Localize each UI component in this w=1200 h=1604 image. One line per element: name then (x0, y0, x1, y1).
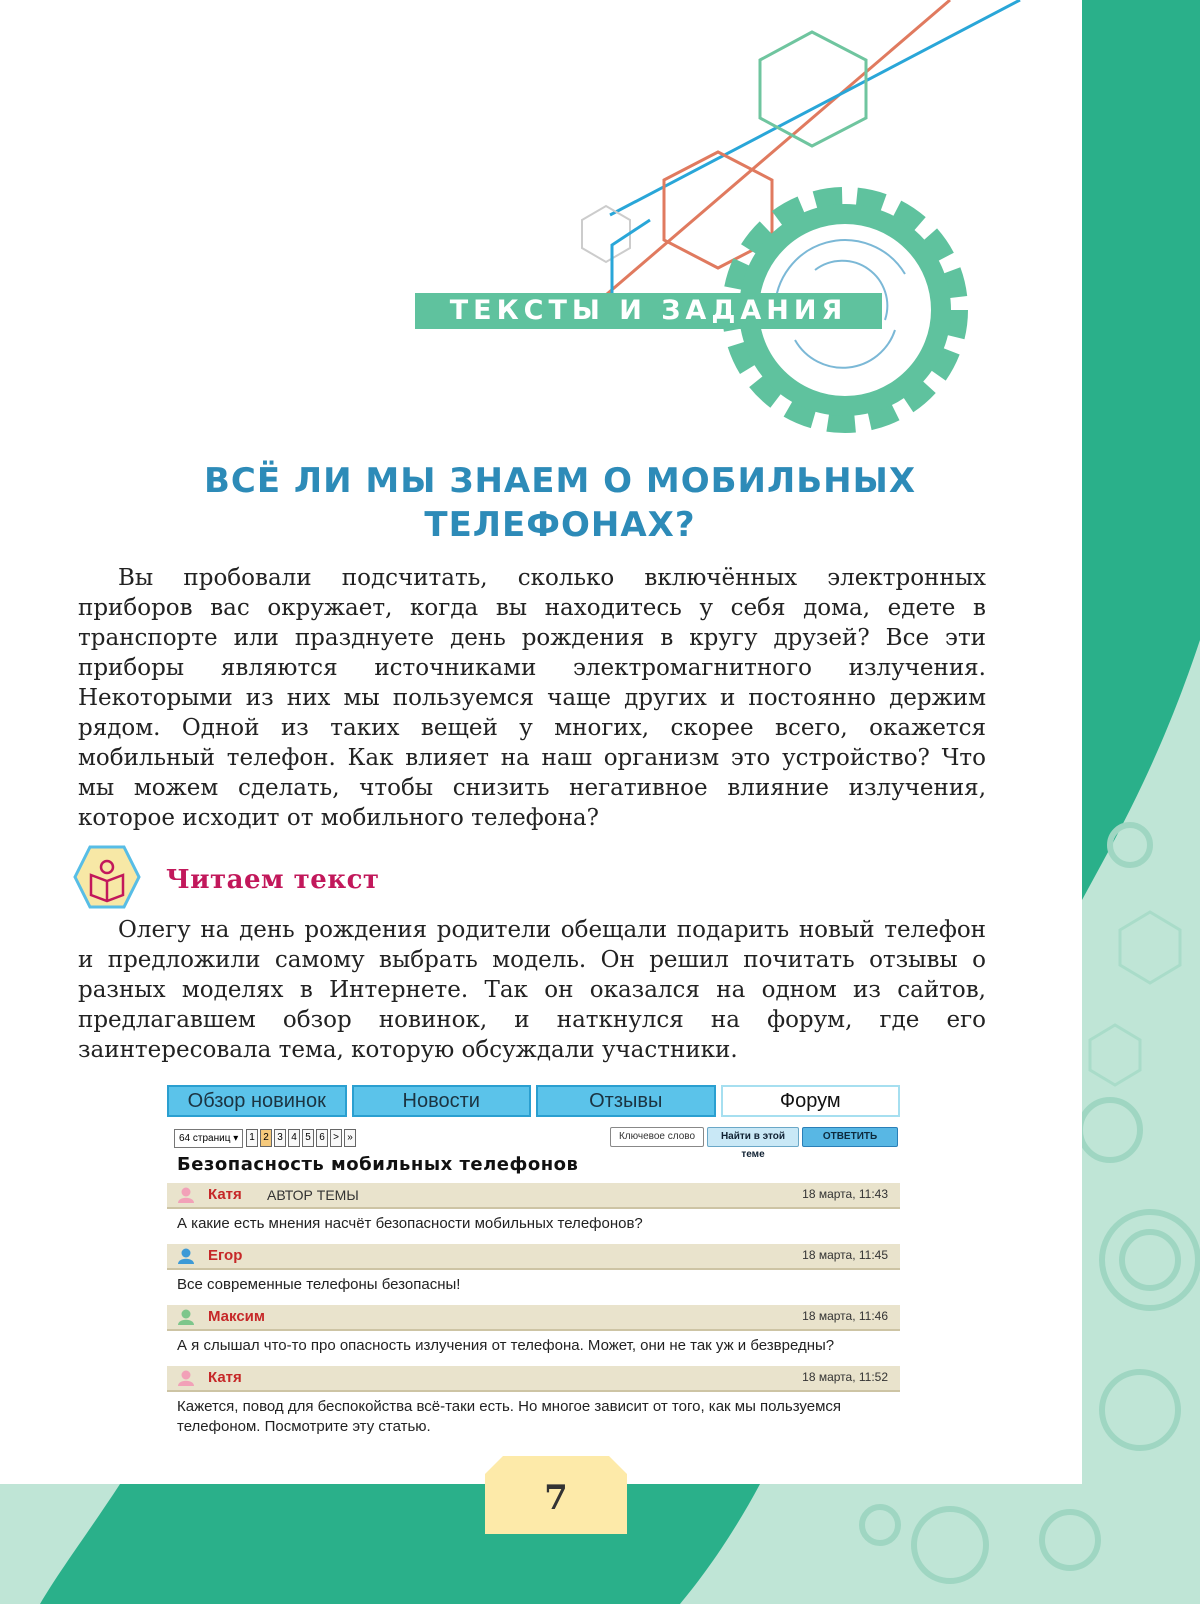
post-text: А какие есть мнения насчёт безопасности мобильных телефонов? (167, 1209, 900, 1238)
forum-post (167, 1244, 900, 1299)
page-title (60, 459, 1060, 547)
post-header (167, 1366, 900, 1392)
page-next[interactable]: > (330, 1129, 342, 1147)
gear-decoration (0, 0, 1082, 460)
pages-select[interactable]: 64 страниц ▾ (174, 1129, 243, 1148)
user-avatar-icon (177, 1248, 195, 1264)
reading-book-icon (73, 845, 141, 909)
post-date: 18 марта, 11:46 (802, 1309, 888, 1323)
keyword-input[interactable]: Ключевое слово (610, 1127, 704, 1147)
post-date: 18 марта, 11:45 (802, 1248, 888, 1262)
forum-screenshot (167, 1085, 900, 1441)
forum-post (167, 1305, 900, 1360)
section-label: ТЕКСТЫ И ЗАДАНИЯ (415, 293, 882, 329)
user-avatar-icon (177, 1187, 195, 1203)
forum-pager (167, 1127, 900, 1160)
forum-post (167, 1183, 900, 1238)
post-author-role: АВТОР ТЕМЫ (267, 1187, 359, 1203)
page-link-3[interactable]: 3 (274, 1129, 286, 1147)
post-header (167, 1244, 900, 1270)
post-header (167, 1183, 900, 1209)
forum-post (167, 1366, 900, 1441)
find-in-topic-button[interactable]: Найти в этой теме (707, 1127, 799, 1147)
page-number: 7 (544, 1478, 568, 1518)
intro-paragraph (78, 563, 986, 833)
page-link-6[interactable]: 6 (316, 1129, 328, 1147)
post-date: 18 марта, 11:43 (802, 1187, 888, 1201)
tab-news[interactable]: Новости (352, 1085, 532, 1117)
title-line-2: ТЕЛЕФОНАХ? (424, 505, 696, 545)
post-author[interactable]: Егор (208, 1247, 243, 1264)
reading-heading: Читаем текст (166, 865, 380, 895)
reading-paragraph-text: Олегу на день рождения родители обещали подарить новый телефон и предложили самому выбрать модель. Он решил почитать отзывы о разных моделях в Интернете. Так он оказался на одном из сайтов, предлагавшем обзор новинок, и наткнулся на форум, где его заинтересовала тема, которую обсуждали участники. (78, 917, 986, 1063)
title-line-1: ВСЁ ЛИ МЫ ЗНАЕМ О МОБИЛЬНЫХ (203, 461, 917, 501)
reading-paragraph (78, 915, 986, 1065)
post-text: А я слышал что-то про опасность излучения от телефона. Может, они не так уж и безвредны? (167, 1331, 900, 1360)
tab-forum[interactable]: Форум (721, 1085, 901, 1117)
user-avatar-icon (177, 1370, 195, 1386)
intro-paragraph-text: Вы пробовали подсчитать, сколько включённых электронных приборов вас окружает, когда вы находитесь у себя дома, едете в транспорте или празднуете день рождения в кругу друзей? Все эти приборы являются источниками электромагнитного излучения. Некоторыми из них мы пользуемся чаще других и постоянно держим рядом. Одной из таких вещей у многих, скорее всего, окажется мобильный телефон. Как влияет на наш организм это устройство? Что мы можем сделать, чтобы снизить негативное влияние излучения, которое исходит от мобильного телефона? (78, 565, 986, 831)
page-link-4[interactable]: 4 (288, 1129, 300, 1147)
tab-overview[interactable]: Обзор новинок (167, 1085, 347, 1117)
reply-button[interactable]: ОТВЕТИТЬ (802, 1127, 898, 1147)
page-last[interactable]: » (344, 1129, 356, 1147)
user-avatar-icon (177, 1309, 195, 1325)
forum-tabs (167, 1085, 900, 1117)
post-author[interactable]: Катя (208, 1369, 242, 1386)
post-text: Все современные телефоны безопасны! (167, 1270, 900, 1299)
post-author[interactable]: Катя (208, 1186, 242, 1203)
post-header (167, 1305, 900, 1331)
page-link-1[interactable]: 1 (246, 1129, 258, 1147)
tab-reviews[interactable]: Отзывы (536, 1085, 716, 1117)
post-date: 18 марта, 11:52 (802, 1370, 888, 1384)
page-link-5[interactable]: 5 (302, 1129, 314, 1147)
topic-title: Безопасность мобильных телефонов (177, 1154, 579, 1175)
post-author[interactable]: Максим (208, 1308, 265, 1325)
post-text: Кажется, повод для беспокойства всё-таки есть. Но многое зависит от того, как мы пользуемся телефоном. Посмотрите эту статью. (167, 1392, 900, 1441)
page-link-2[interactable]: 2 (260, 1129, 272, 1147)
